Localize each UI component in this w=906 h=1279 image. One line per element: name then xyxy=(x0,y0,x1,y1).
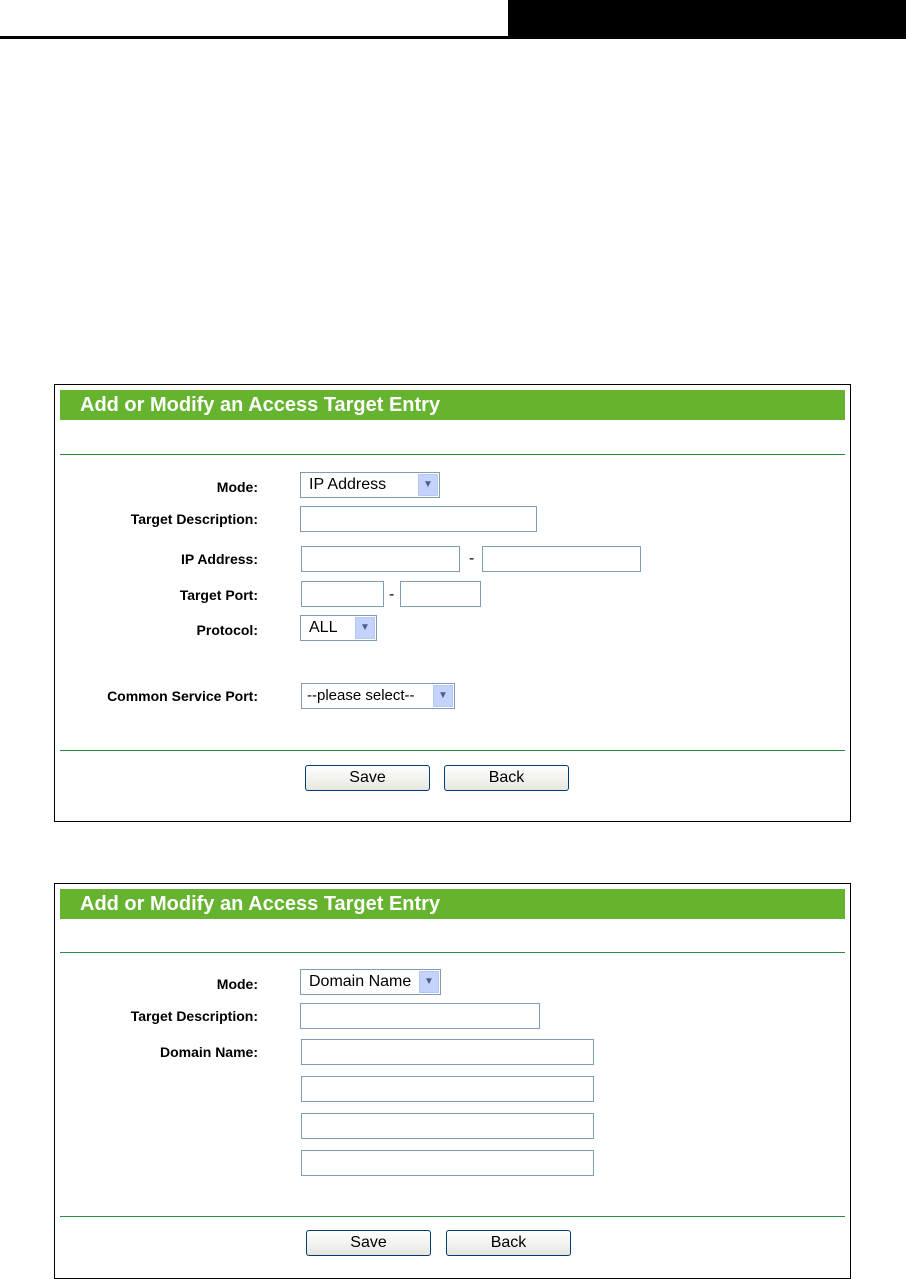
access-target-form-domain xyxy=(54,883,851,1279)
ip-address-start-input[interactable] xyxy=(301,546,460,572)
save-button[interactable]: Save xyxy=(305,765,430,791)
target-port-label: Target Port: xyxy=(179,587,258,603)
mode-select[interactable] xyxy=(300,969,441,995)
domain-name-input-4[interactable] xyxy=(301,1150,594,1176)
chevron-down-icon: ▼ xyxy=(418,474,438,496)
ip-address-end-input[interactable] xyxy=(482,546,641,572)
mode-select-value: IP Address xyxy=(309,476,387,493)
header-black-bar xyxy=(508,0,906,38)
target-description-input[interactable] xyxy=(300,506,537,532)
divider xyxy=(60,1216,845,1217)
common-service-port-label: Common Service Port: xyxy=(107,688,258,704)
panel-title: Add or Modify an Access Target Entry xyxy=(60,390,845,420)
access-target-form-ip xyxy=(54,384,851,822)
target-description-input[interactable] xyxy=(300,1003,540,1029)
mode-select[interactable] xyxy=(300,472,440,498)
domain-name-label: Domain Name: xyxy=(159,1044,258,1060)
divider xyxy=(60,952,845,953)
ip-range-separator: - xyxy=(469,550,475,567)
target-description-label: Target Description: xyxy=(130,511,258,527)
target-description-label: Target Description: xyxy=(130,1008,258,1024)
ip-address-label: IP Address: xyxy=(180,551,258,567)
domain-name-input-3[interactable] xyxy=(301,1113,594,1139)
domain-name-input-2[interactable] xyxy=(301,1076,594,1102)
mode-select-value: Domain Name xyxy=(309,973,412,990)
target-port-end-input[interactable] xyxy=(400,581,481,607)
target-port-start-input[interactable] xyxy=(301,581,384,607)
back-button[interactable]: Back xyxy=(444,765,569,791)
panel-title: Add or Modify an Access Target Entry xyxy=(60,889,845,919)
protocol-label: Protocol: xyxy=(196,622,258,638)
chevron-down-icon: ▼ xyxy=(419,971,439,993)
mode-label: Mode: xyxy=(216,976,258,992)
chevron-down-icon: ▼ xyxy=(433,685,453,707)
divider xyxy=(60,454,845,455)
header-rule xyxy=(0,36,906,39)
domain-name-input-1[interactable] xyxy=(301,1039,594,1065)
protocol-select[interactable] xyxy=(300,615,377,641)
common-service-port-select[interactable] xyxy=(301,683,455,709)
chevron-down-icon: ▼ xyxy=(355,617,375,639)
save-button[interactable]: Save xyxy=(306,1230,431,1256)
back-button[interactable]: Back xyxy=(446,1230,571,1256)
port-range-separator: - xyxy=(389,586,395,603)
protocol-select-value: ALL xyxy=(309,619,338,636)
divider xyxy=(60,750,845,751)
mode-label: Mode: xyxy=(216,479,258,495)
common-service-port-value: --please select-- xyxy=(307,687,415,704)
